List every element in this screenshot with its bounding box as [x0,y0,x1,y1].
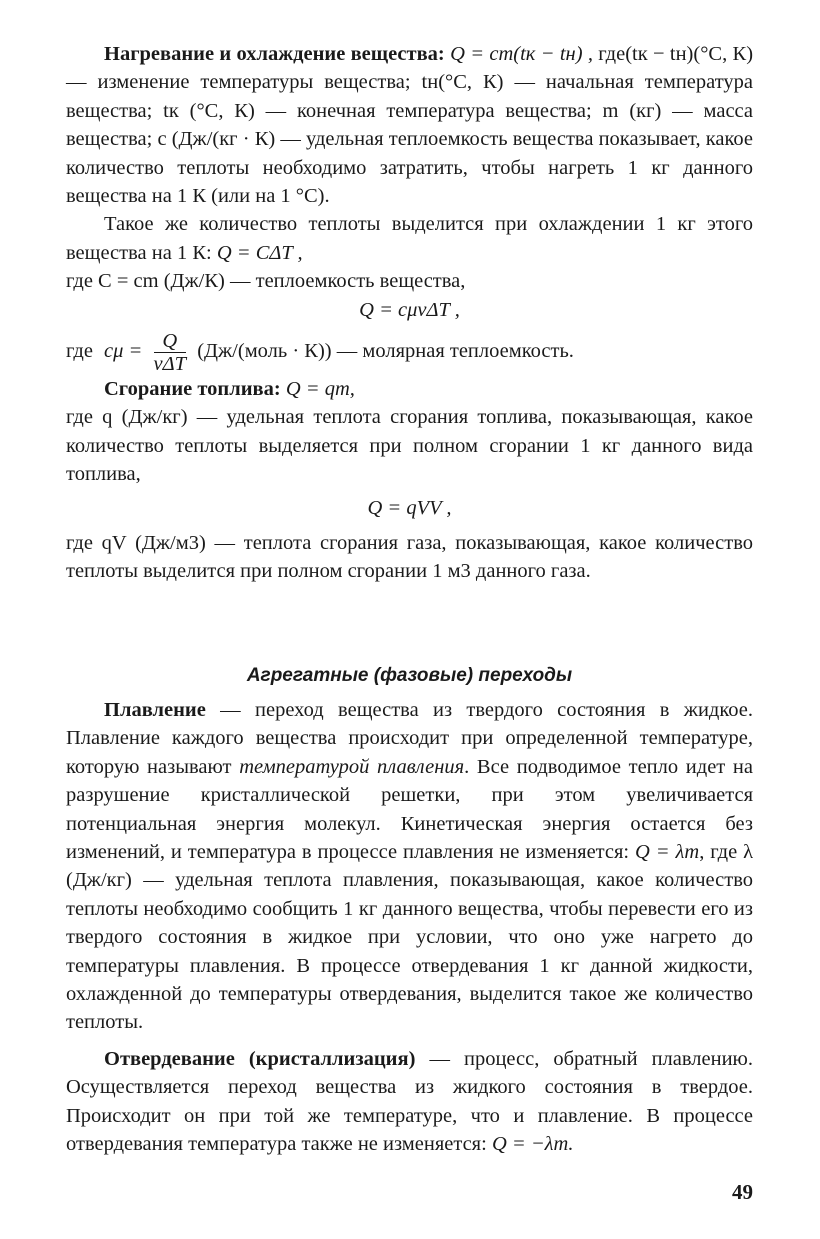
fraction-numerator: Q [154,330,187,353]
term-solidification: Отвердевание (кристаллизация) [104,1047,416,1070]
text-heat-capacity: где C = cm (Дж/К) — теплоемкость вещества, [66,270,466,293]
text-gas-def: где qV (Дж/м3) — теплота сгорания газа, показывающая, какое количество теплоты выделится при полном сгорании 1 м3 данного газа. [66,531,753,583]
formula-molar-heat-text: Q = cμνΔT , [359,298,460,321]
formula-gas [66,494,753,522]
paragraph-solidification [66,1045,753,1159]
term-melting-temp: температурой плавления [239,755,465,778]
paragraph-molar-definition [66,328,753,375]
section-heading: Агрегатные (фазовые) переходы [246,665,573,686]
term-melting: Плавление [104,699,206,721]
formula-heating: Q = cm(tк − tн) , [450,43,593,65]
paragraph-cooling [66,210,753,267]
text-molar-heat: — молярная теплоемкость. [336,340,574,363]
paragraph-melting [66,696,753,1037]
formula-combustion: Q = qm, [285,377,355,400]
paragraph-gas-def [66,529,753,586]
text-melting-2: . Все подводимое тепло идет на разрушение кристаллической решетки, при этом увеличивается потенциальная энергия молекул. Кинетическая энергия остается без изменений, и температура в процессе плавления не изменяется: [66,755,753,864]
text-solidification: — процесс, обратный плавлению. Осуществляется переход вещества из жидкого состояния в твердое. Происходит он при той же температуре, что и плавление. В процессе отвердевания температура также не изменяется: [66,1047,753,1156]
molar-units: (Дж/(моль · К)) [197,340,332,363]
section-phase [66,662,753,1159]
page-number: 49 [732,1180,753,1204]
fraction-denominator: νΔT [153,352,187,375]
fraction [154,330,187,375]
paragraph-heating [66,40,753,210]
formula-molar-lhs: cμ = [104,340,143,363]
text-melting-3: , где λ (Дж/кг) — удельная теплота плавления, показывающая, какое количество теплоты необходимо сообщить 1 кг данного вещества, чтобы перевести его из твердого состояния в жидкое при условии, что оно уже нагрето до температуры плавления. В процессе отвердевания 1 кг данной жидкости, охлажденной до температуры отвердевания, выделится такое же количество теплоты. [66,841,754,1034]
paragraph-combustion [66,375,753,403]
text-melting-1: — переход вещества из твердого состояния в жидкое. Плавление каждого вещества происходит при определенной температуре, которую называют [66,699,754,778]
paragraph-heat-capacity [66,267,753,295]
formula-molar-heat [66,296,753,324]
text-heating-definitions: где(tк − tн)(°С, К) — изменение температуры вещества; tн(°С, К) — начальная температура вещества; tк (°С, К) — конечная температура вещества; m (кг) — масса вещества; c (Дж/(кг · К) — удельная теплоемкость вещества показывает, какое количество теплоты необходимо затратить, чтобы нагреть 1 кг данного вещества на 1 К (или на 1 °С). [66,43,754,208]
formula-melting: Q = λm [635,841,700,864]
term-heating: Нагревание и охлаждение вещества: [104,43,445,65]
formula-solidification: Q = −λm. [491,1133,574,1156]
formula-gas-text: Q = qVV , [367,497,452,520]
text-cooling: Такое же количество теплоты выделится при охлаждении 1 кг этого вещества на 1 К: [66,213,753,264]
paragraph-combustion-def [66,403,753,488]
text-combustion-def: где q (Дж/кг) — удельная теплота сгорания топлива, показывающая, какое количество теплоты выделяется при полном сгорании 1 кг данного вида топлива, [66,406,753,486]
section-heat [66,40,753,586]
formula-heat-capacity: Q = CΔT , [216,241,303,264]
text-where: где [66,340,93,363]
term-combustion: Сгорание топлива: [104,377,281,400]
